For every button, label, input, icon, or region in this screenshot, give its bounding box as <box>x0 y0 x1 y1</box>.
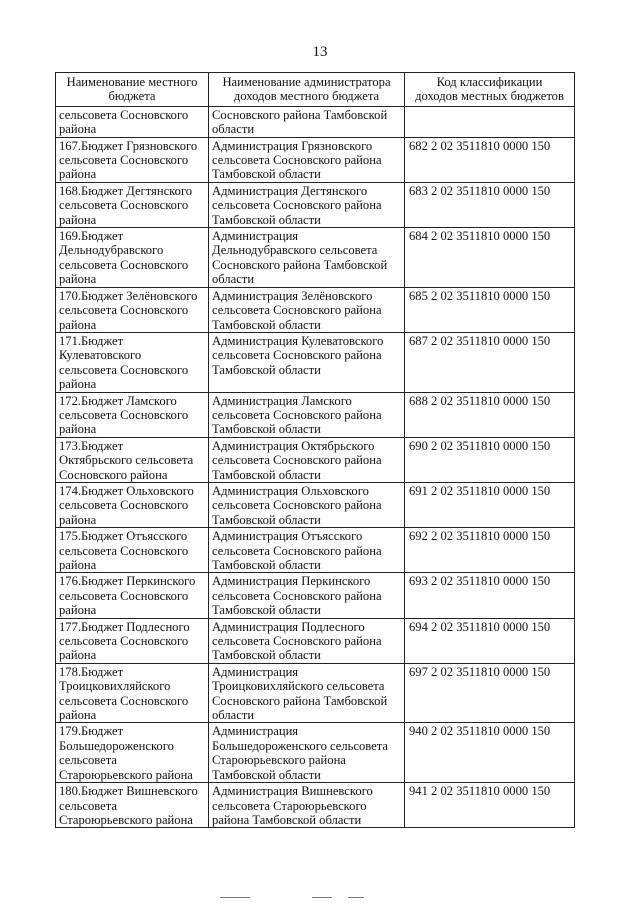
cell-administrator-name: Администрация Октябрьского сельсовета Сосновского района Тамбовской области <box>209 437 405 482</box>
cell-classification-code: 697 2 02 3511810 0000 150 <box>405 663 575 723</box>
cell-classification-code: 690 2 02 3511810 0000 150 <box>405 437 575 482</box>
table-row <box>56 332 575 392</box>
budget-table <box>55 72 575 828</box>
cell-administrator-name: Администрация Перкинского сельсовета Сосновского района Тамбовской области <box>209 573 405 618</box>
cell-budget-name: сельсовета Сосновского района <box>56 106 209 137</box>
cell-classification-code: 941 2 02 3511810 0000 150 <box>405 783 575 828</box>
cell-classification-code: 684 2 02 3511810 0000 150 <box>405 228 575 288</box>
cell-classification-code: 687 2 02 3511810 0000 150 <box>405 332 575 392</box>
cell-classification-code: 682 2 02 3511810 0000 150 <box>405 137 575 182</box>
cell-budget-name: 174.Бюджет Ольховского сельсовета Сосновского района <box>56 482 209 527</box>
table-row <box>56 437 575 482</box>
cell-administrator-name: Администрация Отъясского сельсовета Сосновского района Тамбовской области <box>209 528 405 573</box>
table-row <box>56 287 575 332</box>
cell-administrator-name: Администрация Грязновского сельсовета Сосновского района Тамбовской области <box>209 137 405 182</box>
cell-budget-name: 175.Бюджет Отъясского сельсовета Сосновского района <box>56 528 209 573</box>
cell-budget-name: 170.Бюджет Зелёновского сельсовета Сосновского района <box>56 287 209 332</box>
table-row <box>56 618 575 663</box>
cell-administrator-name: Администрация Дегтянского сельсовета Сосновского района Тамбовской области <box>209 182 405 227</box>
table-row <box>56 573 575 618</box>
cell-budget-name: 169.Бюджет Дельнодубравского сельсовета Сосновского района <box>56 228 209 288</box>
table-row <box>56 663 575 723</box>
table-body <box>56 106 575 828</box>
table-row <box>56 137 575 182</box>
cell-administrator-name: Администрация Ламского сельсовета Сосновского района Тамбовской области <box>209 392 405 437</box>
cell-administrator-name: Администрация Подлесного сельсовета Сосновского района Тамбовской области <box>209 618 405 663</box>
cell-budget-name: 176.Бюджет Перкинского сельсовета Сосновского района <box>56 573 209 618</box>
page-footer-marks <box>220 897 420 901</box>
table-row <box>56 528 575 573</box>
cell-administrator-name: Администрация Кулеватовского сельсовета Сосновского района Тамбовской области <box>209 332 405 392</box>
header-budget-name: Наименование местного бюджета <box>56 73 209 107</box>
page-number: 13 <box>312 44 328 60</box>
cell-budget-name: 178.Бюджет Троицковихляйского сельсовета Сосновского района <box>56 663 209 723</box>
cell-budget-name: 167.Бюджет Грязновского сельсовета Сосновского района <box>56 137 209 182</box>
cell-budget-name: 171.Бюджет Кулеватовского сельсовета Сосновского района <box>56 332 209 392</box>
table-row <box>56 106 575 137</box>
table-row <box>56 783 575 828</box>
cell-budget-name: 177.Бюджет Подлесного сельсовета Сосновского района <box>56 618 209 663</box>
cell-budget-name: 179.Бюджет Большедороженского сельсовета Староюрьевского района <box>56 723 209 783</box>
table-row <box>56 723 575 783</box>
cell-administrator-name: Администрация Зелёновского сельсовета Сосновского района Тамбовской области <box>209 287 405 332</box>
cell-classification-code: 683 2 02 3511810 0000 150 <box>405 182 575 227</box>
table-row <box>56 482 575 527</box>
cell-classification-code: 694 2 02 3511810 0000 150 <box>405 618 575 663</box>
cell-classification-code: 691 2 02 3511810 0000 150 <box>405 482 575 527</box>
cell-administrator-name: Администрация Большедороженского сельсовета Староюрьевского района Тамбовской области <box>209 723 405 783</box>
cell-administrator-name: Администрация Вишневского сельсовета Староюрьевского района Тамбовской области <box>209 783 405 828</box>
cell-administrator-name: Администрация Дельнодубравского сельсовета Сосновского района Тамбовской области <box>209 228 405 288</box>
cell-budget-name: 180.Бюджет Вишневского сельсовета Староюрьевского района <box>56 783 209 828</box>
table-row <box>56 392 575 437</box>
cell-administrator-name: Администрация Ольховского сельсовета Сосновского района Тамбовской области <box>209 482 405 527</box>
cell-classification-code: 693 2 02 3511810 0000 150 <box>405 573 575 618</box>
cell-classification-code: 692 2 02 3511810 0000 150 <box>405 528 575 573</box>
table-row <box>56 182 575 227</box>
cell-classification-code <box>405 106 575 137</box>
header-administrator-name: Наименование администратора доходов местного бюджета <box>209 73 405 107</box>
cell-administrator-name: Администрация Троицковихляйского сельсовета Сосновского района Тамбовской области <box>209 663 405 723</box>
table-header-row <box>56 73 575 107</box>
header-classification-code: Код классификации доходов местных бюджетов <box>405 73 575 107</box>
cell-classification-code: 685 2 02 3511810 0000 150 <box>405 287 575 332</box>
cell-budget-name: 172.Бюджет Ламского сельсовета Сосновского района <box>56 392 209 437</box>
table-row <box>56 228 575 288</box>
cell-classification-code: 940 2 02 3511810 0000 150 <box>405 723 575 783</box>
cell-budget-name: 173.Бюджет Октябрьского сельсовета Сосновского района <box>56 437 209 482</box>
cell-administrator-name: Сосновского района Тамбовской области <box>209 106 405 137</box>
cell-budget-name: 168.Бюджет Дегтянского сельсовета Сосновского района <box>56 182 209 227</box>
cell-classification-code: 688 2 02 3511810 0000 150 <box>405 392 575 437</box>
